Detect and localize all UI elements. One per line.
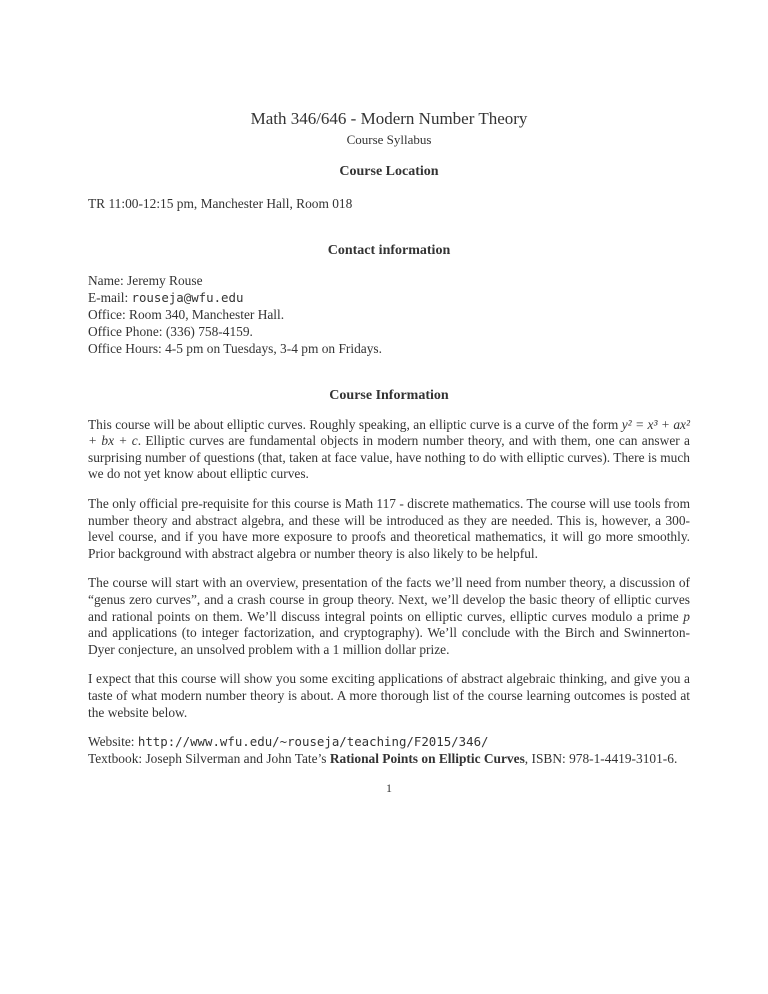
textbook-line: Textbook: Joseph Silverman and John Tate’s	[88, 750, 330, 766]
email-address: rouseja@wfu.edu	[131, 289, 244, 305]
website-label: Website:	[88, 734, 138, 750]
paragraph-course-overview	[88, 417, 690, 483]
page-number: 1	[386, 781, 392, 796]
contact-phone-line: Office Phone: (336) 758-4159.	[88, 324, 253, 340]
document-subtitle: Course Syllabus	[346, 132, 432, 147]
textbook-isbn: , ISBN: 978-1-4419-3101-6.	[524, 750, 678, 766]
textbook-title: Rational Points on Elliptic Curves	[329, 750, 525, 766]
contact-hours-line: Office Hours: 4-5 pm on Tuesdays, 3-4 pm on Fridays.	[88, 341, 382, 357]
paragraph-course-overview-text: This course will be about elliptic curves. Roughly speaking, an elliptic curve is a curve of the form	[88, 416, 622, 432]
paragraph-course-outline	[88, 575, 690, 658]
contact-name-line: Name: Jeremy Rouse	[88, 272, 203, 288]
section-heading-course-information: Course Information	[329, 387, 449, 403]
text-column	[88, 108, 690, 796]
website-textbook-block	[88, 734, 690, 767]
contact-email-line	[88, 289, 690, 306]
prime-p-symbol: p	[683, 608, 690, 624]
contact-block	[88, 272, 690, 358]
paragraph-course-outline-text-cont: and applications (to integer factorization, and cryptography). We’ll conclude with the Birch and Swinnerton-Dyer conjecture, an unsolved problem with a 1 million dollar prize.	[88, 625, 690, 657]
paragraph-prerequisites: The only official pre-requisite for this course is Math 117 - discrete mathematics. The course will use tools from number theory and abstract algebra, and these will be introduced as they are needed. This is, however, a 300-level course, and if you have more exposure to proofs and theoretical mathematics, it will go more smoothly. Prior background with abstract algebra or number theory is also likely to be helpful.	[88, 495, 690, 561]
document-title: Math 346/646 - Modern Number Theory	[250, 109, 528, 128]
email-label: E-mail:	[88, 289, 132, 305]
contact-office-line: Office: Room 340, Manchester Hall.	[88, 307, 285, 322]
section-heading-course-location: Course Location	[339, 164, 439, 179]
website-url: http://www.wfu.edu/~rouseja/teaching/F2015/346/	[137, 734, 489, 750]
paragraph-expectations: I expect that this course will show you some exciting applications of abstract algebraic thinking, and give you a taste of what modern number theory is about. A more thorough list of the course learning outcomes is posted at the website below.	[88, 671, 690, 720]
course-location-text: TR 11:00-12:15 pm, Manchester Hall, Room 018	[88, 196, 353, 211]
paragraph-course-outline-text: The course will start with an overview, presentation of the facts we’ll need from number theory, a discussion of “genus zero curves”, and a crash course in group theory. Next, we’ll develop the basic theory of elliptic curves and rational points on them. We’ll discuss integral points on elliptic curves, elliptic curves modulo a prime	[88, 575, 690, 624]
paragraph-course-overview-text-cont: . Elliptic curves are fundamental objects in modern number theory, and with them, one can answer a surprising number of questions (that, taken at face value, have nothing to do with elliptic curves). There is much we do not yet know about elliptic curves.	[88, 433, 691, 482]
section-heading-contact-information: Contact information	[327, 242, 451, 258]
elliptic-curve-equation: y² = x³ + ax² + bx + c	[88, 416, 690, 449]
